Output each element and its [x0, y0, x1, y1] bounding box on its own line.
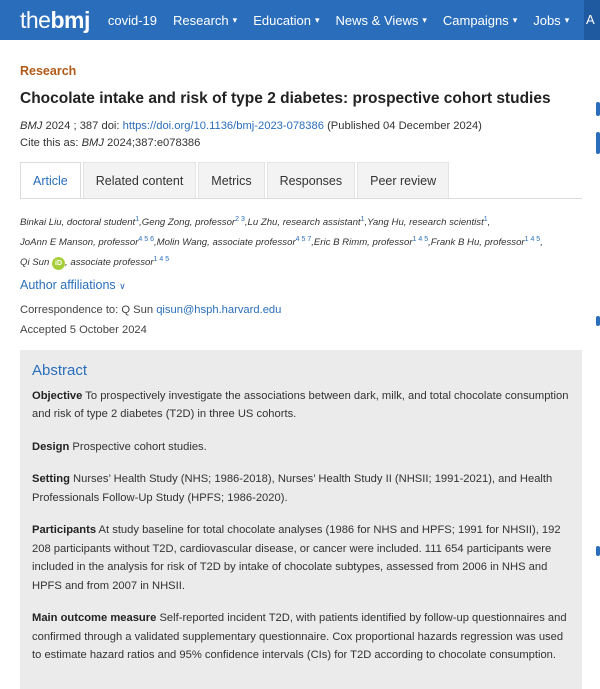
chevron-down-icon: ▾: [232, 14, 238, 25]
year-volume: 2024 ; 387: [45, 120, 99, 132]
tab-peer-review[interactable]: Peer review: [357, 162, 449, 198]
abstract-text: Prospective cohort studies.: [72, 440, 207, 453]
abstract-main-outcome: [32, 609, 570, 665]
correspondence-label: Correspondence to: Q Sun: [20, 303, 154, 316]
tab-responses[interactable]: Responses: [267, 162, 356, 198]
nav-item-covid-19[interactable]: [108, 13, 157, 28]
orcid-icon[interactable]: iD: [52, 257, 65, 270]
logo-bmj: bmj: [50, 6, 90, 33]
nav-item-campaigns[interactable]: [443, 13, 517, 28]
abstract-text: At study baseline for total chocolate analyses (1986 for NHS and HPFS; 1991 for NHSII), 192 208 participants without T2D, cardiovascular disease, or cancer were included. 111 654 participants were included in the analysis for risk of T2D by intake of chocolate subtypes, assessed from 2006 in NHS and HPFS and from 2007 in NHSII.: [32, 524, 561, 592]
abstract-text: Self-reported incident T2D, with patients identified by follow-up questionnaires and confirmed through a validated supplementary questionnaire. Cox proportional hazards regression was used to estimate hazard ratios and 95% confidence intervals (CIs) for T2D according to chocolate consumption.: [32, 612, 567, 662]
correspondence-email[interactable]: qisun@hsph.harvard.edu: [156, 303, 282, 316]
nav-item-education[interactable]: [253, 13, 319, 28]
citation-line: [20, 118, 582, 135]
edge-marker[interactable]: [596, 132, 600, 154]
abstract-participants: [32, 521, 570, 595]
abstract-text: To prospectively investigate the associations between dark, milk, and total chocolate consumption and risk of type 2 diabetes (T2D) in three US cohorts.: [32, 389, 569, 421]
cite-reference: 2024;387:e078386: [107, 137, 201, 149]
author-role: associate professor: [70, 257, 154, 269]
nav-item-label: Education: [253, 12, 312, 28]
abstract-heading: Setting: [32, 473, 70, 486]
top-navigation: [0, 0, 600, 40]
author-affiliation-ref[interactable]: 2 3: [235, 216, 245, 223]
abstract-heading: Design: [32, 440, 70, 453]
correspondence: [20, 304, 582, 316]
edge-marker[interactable]: [596, 546, 600, 556]
abstract-heading: Objective: [32, 389, 83, 402]
right-edge-widgets: [596, 96, 600, 596]
nav-item-label: News & Views: [335, 12, 419, 28]
abstract-objective: [32, 387, 570, 424]
author-name[interactable]: Lu Zhu, research assistant: [247, 217, 361, 229]
abstract-design: [32, 438, 570, 457]
edge-marker[interactable]: [596, 102, 600, 116]
nav-overflow-item[interactable]: A: [584, 0, 600, 40]
author-name[interactable]: Molin Wang, associate professor: [156, 237, 296, 249]
tab-related-content[interactable]: Related content: [83, 162, 197, 198]
main-nav: [108, 13, 585, 28]
author-name[interactable]: Eric B Rimm, professor: [313, 237, 413, 249]
cite-as-line: [20, 135, 582, 152]
author-affiliation-ref[interactable]: 1: [483, 216, 488, 223]
article-content: [20, 40, 582, 689]
author-affiliation-ref[interactable]: 1 4 5: [412, 236, 429, 244]
doi-label: doi:: [101, 120, 120, 132]
edge-marker[interactable]: [596, 316, 600, 326]
chevron-down-icon: ▾: [422, 14, 427, 25]
nav-item-label: Research: [173, 12, 229, 28]
author-name[interactable]: Yang Hu, research scientist: [367, 217, 484, 229]
author-name[interactable]: Binkai Liu, doctoral student: [20, 217, 136, 229]
chevron-down-icon: ∨: [119, 280, 126, 291]
article-section-label[interactable]: Research: [20, 64, 77, 78]
author-affiliation-ref[interactable]: 4 5 6: [138, 236, 154, 244]
accepted-date: Accepted 5 October 2024: [20, 323, 147, 336]
author-affiliation-ref[interactable]: 1 4 5: [524, 236, 541, 244]
doi-link[interactable]: https://doi.org/10.1136/bmj-2023-078386: [122, 120, 324, 132]
abstract-title: Abstract: [32, 361, 88, 379]
chevron-down-icon: ▾: [512, 14, 518, 25]
author-affiliations-toggle[interactable]: [20, 278, 582, 292]
citation-block: [20, 118, 582, 152]
cite-label: Cite this as:: [20, 137, 79, 149]
page-title: Chocolate intake and risk of type 2 diabetes: prospective cohort studies: [20, 90, 551, 107]
abstract-heading: Main outcome measure: [32, 612, 157, 625]
nav-item-label: covid-19: [107, 12, 158, 28]
author-name[interactable]: JoAnn E Manson, professor: [20, 237, 139, 249]
chevron-down-icon: ▾: [315, 14, 320, 25]
article-tabs: [20, 162, 582, 199]
author-name[interactable]: Qi Sun: [20, 257, 50, 269]
logo-the: the: [20, 6, 51, 33]
abstract-box: [20, 350, 582, 689]
published-date: (Published 04 December 2024): [327, 120, 482, 132]
nav-item-label: Campaigns: [442, 12, 509, 28]
author-name[interactable]: Geng Zong, professor: [141, 217, 236, 229]
tab-metrics[interactable]: Metrics: [198, 162, 264, 198]
author-name[interactable]: Frank B Hu, professor: [430, 237, 525, 249]
bmj-logo[interactable]: [20, 7, 90, 34]
tab-article[interactable]: Article: [20, 162, 81, 198]
chevron-down-icon: ▾: [564, 14, 570, 25]
abstract-heading: Participants: [32, 524, 97, 537]
nav-item-jobs[interactable]: [533, 13, 569, 28]
nav-item-label: Jobs: [533, 12, 561, 28]
affiliations-label: Author affiliations: [20, 277, 116, 292]
author-affiliation-ref[interactable]: 4 5 7: [295, 236, 312, 244]
author-affiliation-ref[interactable]: 1 4 5: [153, 256, 170, 264]
nav-item-news-views[interactable]: [336, 13, 427, 28]
journal-name: BMJ: [20, 120, 43, 132]
abstract-text: Nurses’ Health Study (NHS; 1986-2018), Nurses’ Health Study II (NHSII; 1991-2021), and Health Professionals Follow-Up Study (HPFS; 1986-2020).: [32, 473, 553, 504]
author-affiliation-ref[interactable]: 1: [135, 216, 140, 223]
cite-journal: BMJ: [81, 137, 104, 149]
author-list: Binkai Liu, doctoral student$^1$,Geng Zong, professor$^{2 3}$,Lu Zhu, research assistant$^1$,Yang Hu, research scientist$^1$, JoAnn E Manson, professor$^{4 5 6}$,Molin Wang, associate professor$^{4 5 7}$,Eric B Rimm, professor$^{1 4 5}$,Frank B Hu, professor$^{1 4 5}$, Qi Sun iD , associate professor$^{1 4 5}$: [20, 216, 543, 269]
author-affiliation-ref[interactable]: 1: [360, 216, 365, 223]
nav-item-research[interactable]: [173, 13, 237, 28]
abstract-setting: [32, 470, 570, 507]
